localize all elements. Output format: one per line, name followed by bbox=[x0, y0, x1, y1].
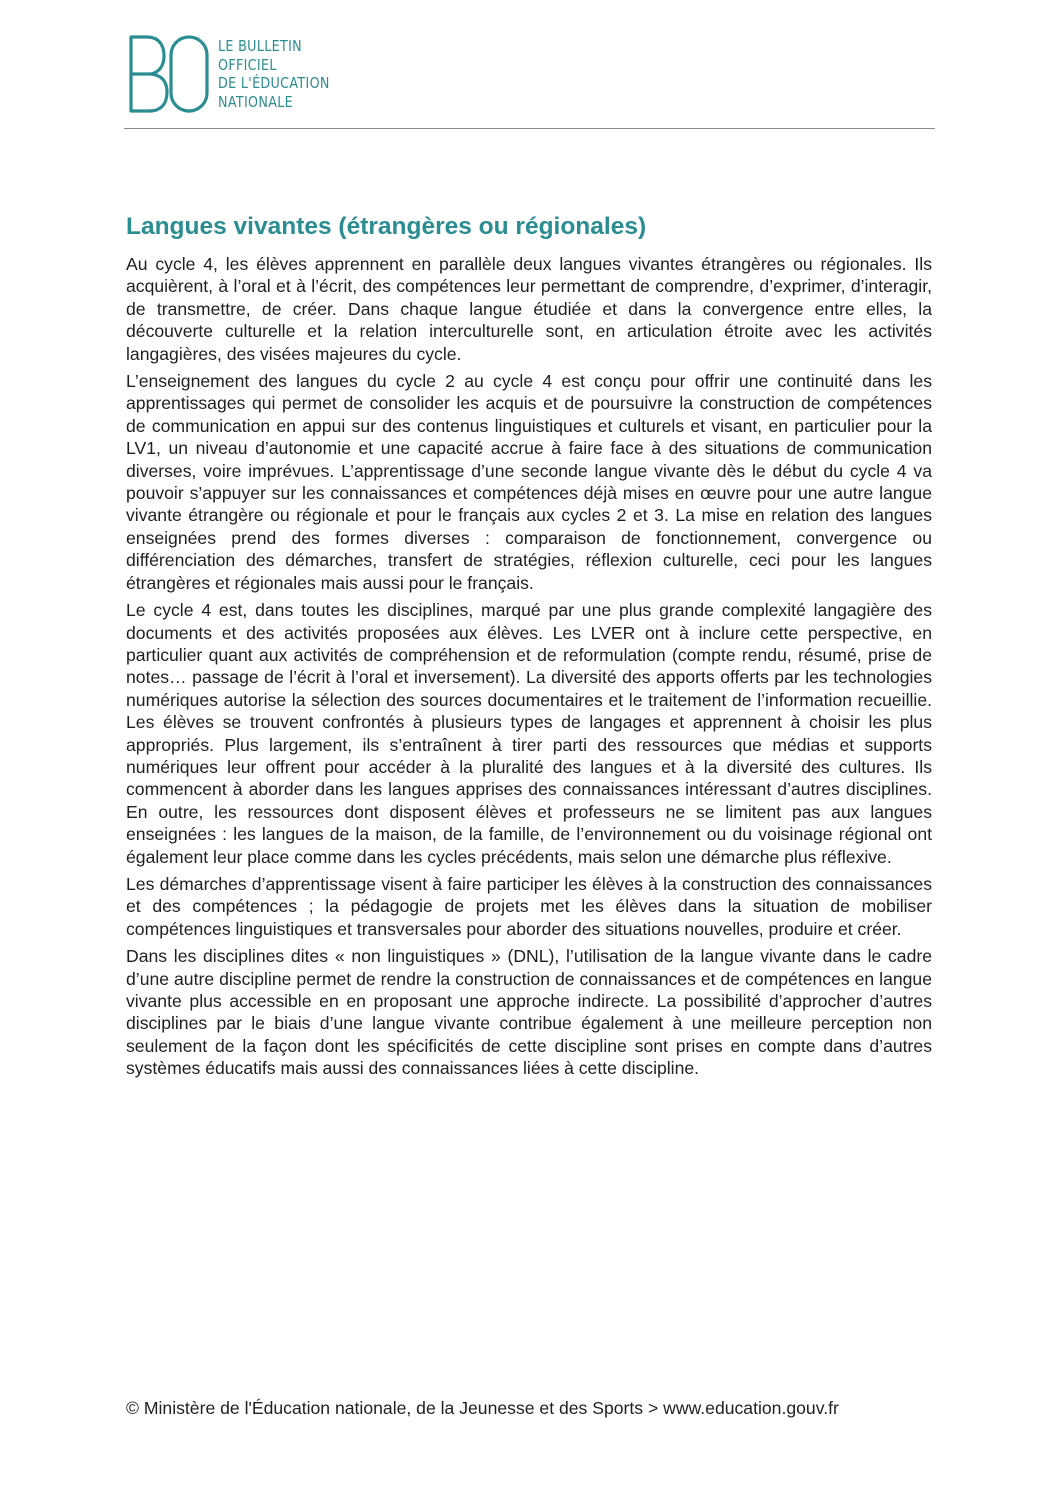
logo-line: LE BULLETIN bbox=[218, 37, 302, 55]
logo-line: NATIONALE bbox=[218, 92, 294, 111]
logo-line: DE L'ÉDUCATION bbox=[218, 74, 330, 92]
bo-logo-wordmark bbox=[218, 37, 330, 111]
paragraph: Le cycle 4 est, dans toutes les disciplines, marqué par une plus grande complexité langagière des documents et des activités proposées aux élèves. Les LVER ont à inclure cette perspective, en particulier quant aux activités de compréhension et de reformulation (compte rendu, résumé, prise de notes… passage de l’écrit à l’oral et inversement). La diversité des apports offerts par les technologies numériques autorise la sélection des sources documentaires et le traitement de l’information recueillie. Les élèves se trouvent confrontés à plusieurs types de langages et apprennent à choisir les plus appropriés. Plus largement, ils s’entraînent à tirer parti des ressources que médias et supports numériques leur offrent pour accéder à la pluralité des langues et à la diversité des cultures. Ils commencent à aborder dans les langues apprises des connaissances intéressant d’autres disciplines. En outre, les ressources dont disposent élèves et professeurs ne se limitent pas aux langues enseignées : les langues de la maison, de la famille, de l’environnement ou du voisinage régional ont également leur place comme dans les cycles précédents, mais selon une démarche plus réflexive. bbox=[126, 600, 932, 867]
document-body bbox=[126, 212, 932, 1085]
paragraph: L’enseignement des langues du cycle 2 au cycle 4 est conçu pour offrir une continuité dans les apprentissages qui permet de consolider les acquis et de poursuivre la construction de compétences de communication en appui sur des contenus linguistiques et culturels et visant, en particulier pour la LV1, un niveau d’autonomie et une capacité accrue à faire face à des situations de communication diverses, voire imprévues. L’apprentissage d’une seconde langue vivante dès le début du cycle 4 va pouvoir s’appuyer sur les connaissances et compétences déjà mises en œuvre pour une autre langue vivante étrangère ou régionale et pour le français aux cycles 2 et 3. La mise en relation des langues enseignées prend des formes diverses : comparaison de fonctionnement, convergence ou différenciation des démarches, transfert de stratégies, réflexion culturelle, ceci pour les langues étrangères et régionales mais aussi pour le français. bbox=[126, 371, 932, 593]
bo-logo-letters bbox=[127, 34, 211, 114]
paragraph: Au cycle 4, les élèves apprennent en parallèle deux langues vivantes étrangères ou régionales. Ils acquièrent, à l’oral et à l’écrit, des compétences leur permettant de comprendre, d’exprimer, d’interagir, de transmettre, de créer. Dans chaque langue étudiée et dans la convergence entre elles, la découverte culturelle et la relation interculturelle sont, en articulation étroite avec les activités langagières, des visées majeures du cycle. bbox=[126, 254, 932, 364]
paragraph: Dans les disciplines dites « non linguistiques » (DNL), l’utilisation de la langue vivante dans le cadre d’une autre discipline permet de rendre la construction de connaissances et de compétences en langue vivante plus accessible en en proposant une approche indirecte. La possibilité d’approcher d’autres disciplines par le biais d’une langue vivante contribue également à une meilleure perception non seulement de la façon dont les spécificités de cette discipline sont prises en compte dans d’autres systèmes éducatifs mais aussi des connaissances liées à cette discipline. bbox=[126, 946, 932, 1079]
page-footer: © Ministère de l'Éducation nationale, de la Jeunesse et des Sports > www.education.gouv.fr bbox=[126, 1398, 839, 1418]
logo-line: OFFICIEL bbox=[218, 55, 277, 74]
page-header bbox=[124, 34, 935, 129]
bo-logo bbox=[127, 34, 354, 118]
paragraph: Les démarches d’apprentissage visent à faire participer les élèves à la construction des connaissances et des compétences ; la pédagogie de projets met les élèves dans la situation de mobiliser compétences linguistiques et transversales pour aborder des situations nouvelles, produire et créer. bbox=[126, 873, 932, 939]
section-title: Langues vivantes (étrangères ou régionales) bbox=[126, 213, 647, 240]
